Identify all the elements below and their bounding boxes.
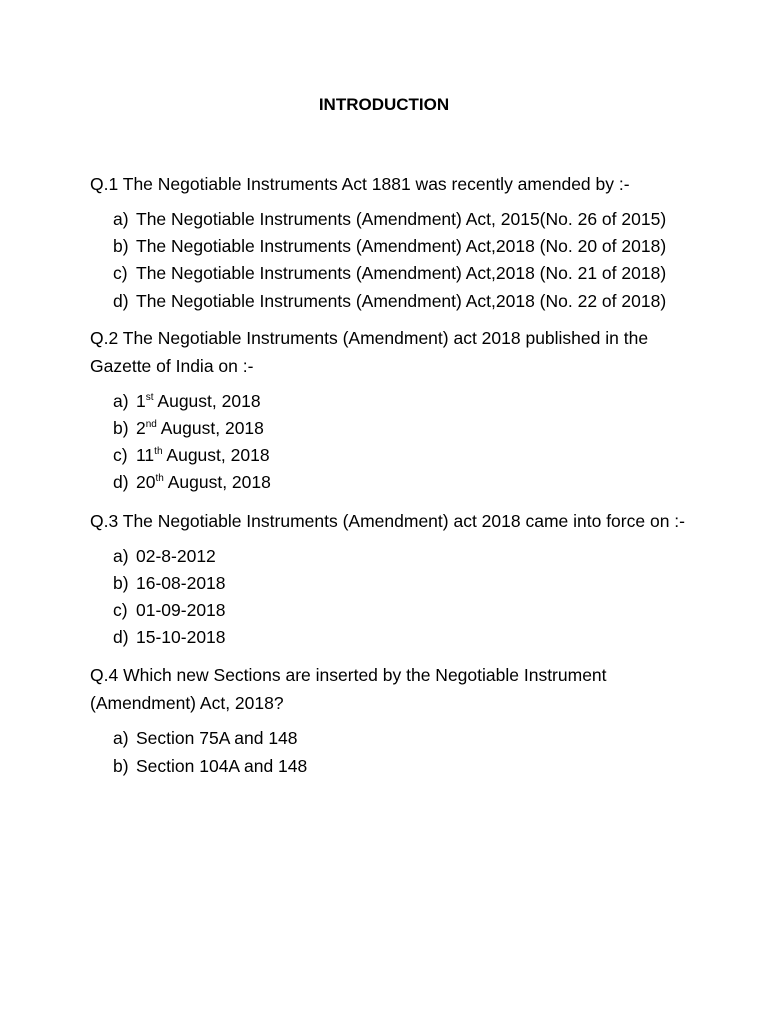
ordinal-suffix: nd xyxy=(145,419,157,431)
option-text: 15-10-2018 xyxy=(136,627,226,648)
question-1: Q.1 The Negotiable Instruments Act 1881 was recently amended by :- xyxy=(90,174,630,194)
option-text: The Negotiable Instruments (Amendment) Act,2018 (No. 20 of 2018) xyxy=(136,236,667,257)
option-text: The Negotiable Instruments (Amendment) Act,2018 (No. 22 of 2018) xyxy=(136,290,667,311)
option-letter: b) xyxy=(113,572,129,593)
option-3a xyxy=(90,543,690,570)
option-day: 11 xyxy=(136,445,155,466)
question-3-options xyxy=(90,543,690,652)
option-letter: a) xyxy=(113,545,129,566)
option-month-year: August, 2018 xyxy=(156,418,264,439)
option-text: The Negotiable Instruments (Amendment) Act, 2015(No. 26 of 2015) xyxy=(136,209,667,229)
option-1a xyxy=(90,206,690,233)
option-1c xyxy=(90,260,690,287)
option-letter: a) xyxy=(113,728,129,749)
option-letter: d) xyxy=(113,627,129,648)
option-text: Section 104A and 148 xyxy=(136,755,308,776)
question-2-options xyxy=(90,388,690,497)
option-letter: c) xyxy=(113,600,128,621)
option-letter: c) xyxy=(113,263,128,284)
question-3: Q.3 The Negotiable Instruments (Amendment) act 2018 came into force on :- xyxy=(90,510,685,531)
option-day: 20 xyxy=(136,472,156,493)
option-letter: b) xyxy=(113,418,129,439)
question-4: Q.4 Which new Sections are inserted by the Negotiable Instrument (Amendment) Act, 2018? xyxy=(90,665,607,714)
option-4b xyxy=(90,753,690,780)
option-2b xyxy=(90,415,690,442)
option-text: 01-09-2018 xyxy=(136,600,226,621)
option-letter: c) xyxy=(113,445,128,466)
option-1d xyxy=(90,288,690,315)
question-2: Q.2 The Negotiable Instruments (Amendment) act 2018 published in the Gazette of India on :- xyxy=(90,327,649,376)
option-letter: a) xyxy=(113,209,129,229)
option-text: The Negotiable Instruments (Amendment) Act,2018 (No. 21 of 2018) xyxy=(136,263,667,284)
option-day: 2 xyxy=(136,418,146,439)
option-1b xyxy=(90,233,690,260)
question-list xyxy=(90,170,690,790)
ordinal-suffix: th xyxy=(155,473,164,485)
option-month-year: August, 2018 xyxy=(163,472,271,493)
option-3c xyxy=(90,597,690,624)
page-title: INTRODUCTION xyxy=(318,95,450,114)
option-day: 1 xyxy=(136,390,146,411)
option-3d xyxy=(90,624,690,651)
option-letter: b) xyxy=(113,755,129,776)
option-3b xyxy=(90,570,690,597)
option-letter: d) xyxy=(113,290,129,311)
option-month-year: August, 2018 xyxy=(153,390,261,411)
option-letter: a) xyxy=(113,390,129,411)
question-1-options xyxy=(90,206,690,315)
ordinal-suffix: th xyxy=(154,446,163,458)
ordinal-suffix: st xyxy=(145,391,154,403)
option-text: Section 75A and 148 xyxy=(136,728,298,749)
option-text: 16-08-2018 xyxy=(136,572,226,593)
option-month-year: August, 2018 xyxy=(162,445,270,466)
option-text: 02-8-2012 xyxy=(136,545,216,566)
option-2c xyxy=(90,442,690,469)
question-4-options xyxy=(90,725,690,779)
option-4a xyxy=(90,725,690,752)
option-2d xyxy=(90,469,690,496)
option-letter: d) xyxy=(113,472,129,493)
option-2a xyxy=(90,388,690,415)
option-letter: b) xyxy=(113,236,129,257)
